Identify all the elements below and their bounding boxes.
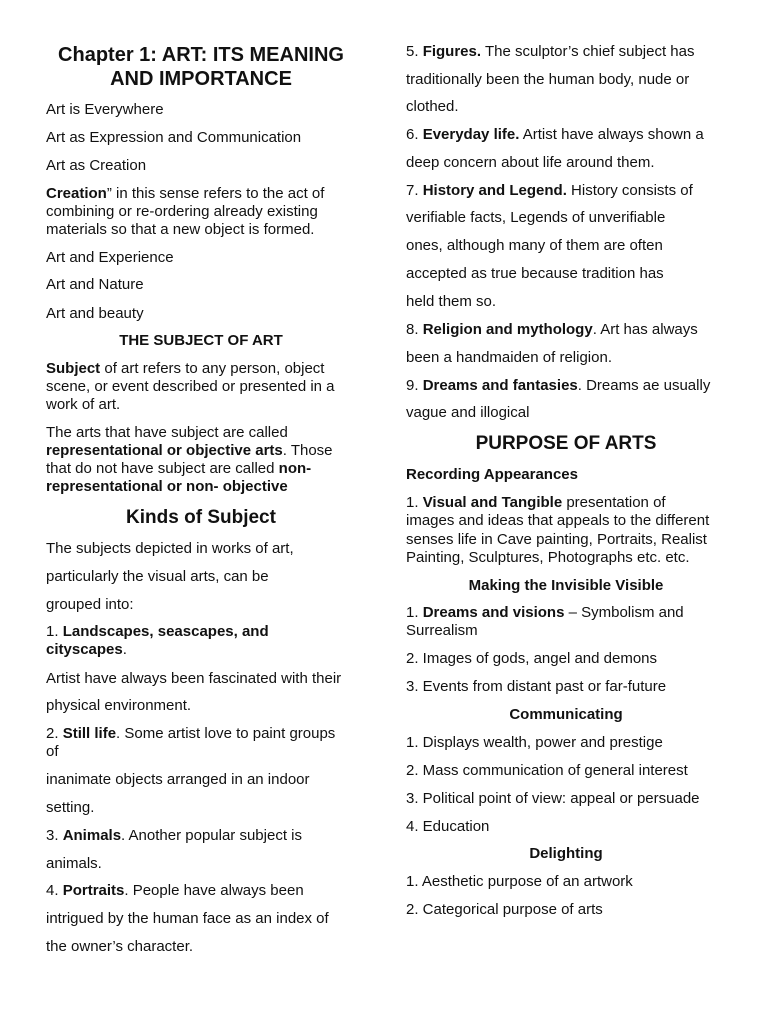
list-item-figures: traditionally been the human body, nude or (406, 71, 690, 88)
topic-line: Art as Creation (46, 157, 147, 174)
creation-term: Creation (46, 185, 107, 202)
list-item-description: Artist have always been fascinated with their (46, 670, 342, 687)
list-item: 3. Political point of view: appeal or persuade (406, 790, 700, 807)
list-item-portraits: 4. Portraits. People have always been (46, 882, 304, 899)
visual-tangible-line: senses life in Cave painting, Portraits, Realist (406, 531, 707, 548)
chapter-title-line-1: Chapter 1: ART: ITS MEANING (58, 44, 344, 66)
kinds-intro-line: The subjects depicted in works of art, (46, 540, 294, 557)
list-item-history: verifiable facts, Legends of unverifiable (406, 209, 666, 226)
dreams-visions-line: 1. Dreams and visions – Symbolism and (406, 604, 684, 621)
delighting-heading: Delighting (529, 845, 603, 862)
list-item-landscapes: cityscapes. (46, 641, 127, 658)
list-item-portraits: intrigued by the human face as an index of (46, 910, 329, 927)
topic-line: Art and beauty (46, 305, 144, 322)
list-item: 1. Aesthetic purpose of an artwork (406, 873, 633, 890)
visual-tangible-line: 1. Visual and Tangible presentation of (406, 494, 666, 511)
topic-line: Art as Expression and Communication (46, 129, 302, 146)
list-item-landscapes: 1. Landscapes, seascapes, and (46, 623, 269, 640)
list-item-dreams: 9. Dreams and fantasies. Dreams ae usually (406, 377, 711, 394)
kinds-of-subject-heading: Kinds of Subject (126, 507, 276, 528)
list-item: 3. Events from distant past or far-future (406, 678, 667, 695)
creation-definition-line: Creation” in this sense refers to the act of (46, 185, 325, 202)
subject-definition-line: scene, or event described or presented in a (46, 378, 335, 395)
communicating-heading: Communicating (509, 706, 623, 723)
representational-line: representational or objective arts. Those (46, 442, 333, 459)
representational-line: The arts that have subject are called (46, 424, 288, 441)
list-item-history: accepted as true because tradition has (406, 265, 664, 282)
subject-definition-line: Subject of art refers to any person, object (46, 360, 325, 377)
list-item-still-life: setting. (46, 799, 95, 816)
invisible-visible-heading: Making the Invisible Visible (468, 577, 664, 594)
list-item-everyday-life: deep concern about life around them. (406, 154, 655, 171)
representational-line: representational or non- objective (46, 478, 288, 495)
chapter-title-line-2: AND IMPORTANCE (110, 68, 292, 90)
purpose-of-arts-heading: PURPOSE OF ARTS (475, 433, 657, 454)
visual-tangible-line: Painting, Sculptures, Photographs etc. etc. (406, 549, 690, 566)
creation-definition-line: materials so that a new object is formed. (46, 221, 315, 238)
list-item: 2. Images of gods, angel and demons (406, 650, 658, 667)
list-item-still-life: inanimate objects arranged in an indoor (46, 771, 310, 788)
list-item: 1. Displays wealth, power and prestige (406, 734, 663, 751)
subject-definition-line: work of art. (46, 396, 121, 413)
list-item-dreams: vague and illogical (406, 404, 530, 421)
list-item-animals: animals. (46, 855, 102, 872)
list-item-history: 7. History and Legend. History consists of (406, 182, 693, 199)
topic-line: Art and Nature (46, 276, 144, 293)
list-item-still-life: of (46, 743, 59, 760)
representational-line: that do not have subject are called non- (46, 460, 312, 477)
list-item-portraits: the owner’s character. (46, 938, 194, 955)
list-item-history: held them so. (406, 293, 497, 310)
list-item-religion: 8. Religion and mythology. Art has always (406, 321, 698, 338)
list-item-animals: 3. Animals. Another popular subject is (46, 827, 302, 844)
list-item: 2. Categorical purpose of arts (406, 901, 603, 918)
dreams-visions-line: Surrealism (406, 622, 478, 639)
list-item-still-life: 2. Still life. Some artist love to paint groups (46, 725, 336, 742)
subject-term: Subject (46, 360, 101, 377)
list-item-everyday-life: 6. Everyday life. Artist have always shown a (406, 126, 704, 143)
list-item-history: ones, although many of them are often (406, 237, 663, 254)
list-item-description: physical environment. (46, 697, 192, 714)
kinds-intro-line: grouped into: (46, 596, 134, 613)
visual-tangible-line: images and ideas that appeals to the different (406, 512, 710, 529)
creation-definition-line: combining or re-ordering already existing (46, 203, 318, 220)
list-item: 4. Education (406, 818, 490, 835)
topic-line: Art is Everywhere (46, 101, 164, 118)
recording-appearances-heading: Recording Appearances (406, 466, 578, 483)
list-item-figures: clothed. (406, 98, 459, 115)
list-item-religion: been a handmaiden of religion. (406, 349, 612, 366)
subject-of-art-heading: THE SUBJECT OF ART (119, 332, 283, 349)
topic-line: Art and Experience (46, 249, 174, 266)
kinds-intro-line: particularly the visual arts, can be (46, 568, 269, 585)
list-item-figures: 5. Figures. The sculptor’s chief subject has (406, 43, 695, 60)
list-item: 2. Mass communication of general interest (406, 762, 688, 779)
